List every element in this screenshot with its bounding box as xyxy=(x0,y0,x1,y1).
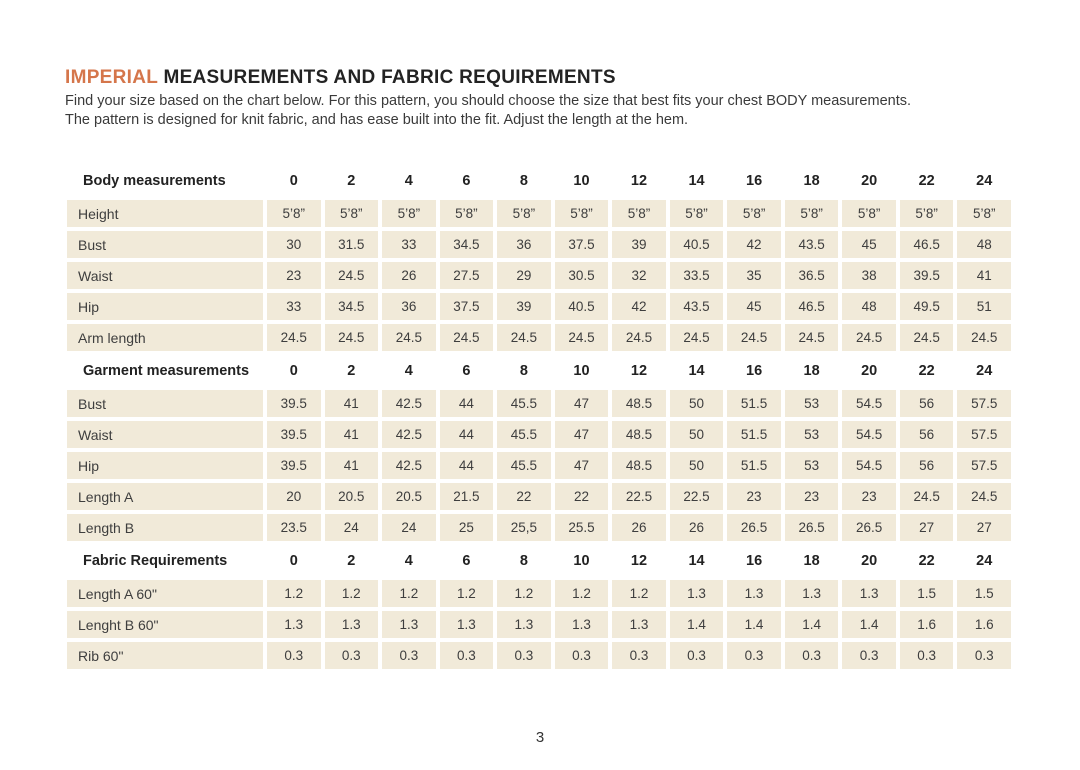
value-cell: 27.5 xyxy=(440,262,494,289)
value-cell: 40.5 xyxy=(670,231,724,258)
value-cell: 21.5 xyxy=(440,483,494,510)
value-cell: 22 xyxy=(497,483,551,510)
value-cell: 42.5 xyxy=(382,421,436,448)
size-header-cell: 14 xyxy=(688,552,705,569)
size-header-cell: 8 xyxy=(519,552,528,569)
value-cell: 5’8” xyxy=(612,200,666,227)
value-cell: 1.3 xyxy=(670,580,724,607)
value-cell: 50 xyxy=(670,452,724,479)
value-cell: 37.5 xyxy=(440,293,494,320)
value-cell: 44 xyxy=(440,452,494,479)
value-cell: 0.3 xyxy=(267,642,321,669)
value-cell: 49.5 xyxy=(900,293,954,320)
size-header-cell: 16 xyxy=(746,172,763,189)
value-cell: 24.5 xyxy=(497,324,551,351)
size-header-cell: 12 xyxy=(630,362,648,379)
value-cell: 54.5 xyxy=(842,390,896,417)
value-cell: 5’8” xyxy=(440,200,494,227)
size-header-cell: 2 xyxy=(347,362,356,379)
value-cell: 1.2 xyxy=(382,580,436,607)
row-label: Waist xyxy=(67,262,263,289)
row-label: Waist xyxy=(67,421,263,448)
value-cell: 53 xyxy=(785,390,839,417)
value-cell: 40.5 xyxy=(555,293,609,320)
value-cell: 26 xyxy=(382,262,436,289)
value-cell: 44 xyxy=(440,421,494,448)
size-header-cell: 16 xyxy=(746,552,763,569)
value-cell: 24.5 xyxy=(382,324,436,351)
value-cell: 25,5 xyxy=(497,514,551,541)
size-header-cell: 20 xyxy=(861,362,878,379)
size-header-cell: 8 xyxy=(519,172,528,189)
value-cell: 1.5 xyxy=(957,580,1011,607)
value-cell: 36 xyxy=(497,231,551,258)
value-cell: 35 xyxy=(727,262,781,289)
value-cell: 23 xyxy=(842,483,896,510)
value-cell: 39.5 xyxy=(267,390,321,417)
value-cell: 43.5 xyxy=(785,231,839,258)
row-label: Length A 60" xyxy=(67,580,263,607)
value-cell: 24.5 xyxy=(900,483,954,510)
page-number: 3 xyxy=(535,729,545,746)
value-cell: 5’8” xyxy=(670,200,724,227)
value-cell: 47 xyxy=(555,421,609,448)
value-cell: 20.5 xyxy=(325,483,379,510)
value-cell: 1.5 xyxy=(900,580,954,607)
row-label: Lenght B 60" xyxy=(67,611,263,638)
size-header-cell: 18 xyxy=(803,172,820,189)
value-cell: 38 xyxy=(842,262,896,289)
value-cell: 45 xyxy=(842,231,896,258)
value-cell: 39.5 xyxy=(267,452,321,479)
value-cell: 56 xyxy=(900,390,954,417)
value-cell: 5’8” xyxy=(325,200,379,227)
value-cell: 31.5 xyxy=(325,231,379,258)
value-cell: 46.5 xyxy=(785,293,839,320)
size-header-cell: 6 xyxy=(462,362,471,379)
value-cell: 1.2 xyxy=(267,580,321,607)
value-cell: 24.5 xyxy=(325,324,379,351)
value-cell: 46.5 xyxy=(900,231,954,258)
value-cell: 22.5 xyxy=(670,483,724,510)
value-cell: 26.5 xyxy=(785,514,839,541)
value-cell: 1.4 xyxy=(842,611,896,638)
value-cell: 24.5 xyxy=(440,324,494,351)
intro-paragraph xyxy=(65,92,1015,130)
value-cell: 23.5 xyxy=(267,514,321,541)
size-header-cell: 14 xyxy=(688,362,705,379)
value-cell: 0.3 xyxy=(842,642,896,669)
section-header-label: Body measurements xyxy=(83,172,226,189)
value-cell: 41 xyxy=(325,421,379,448)
value-cell: 43.5 xyxy=(670,293,724,320)
value-cell: 48.5 xyxy=(612,390,666,417)
value-cell: 1.3 xyxy=(555,611,609,638)
page-title-accent: IMPERIAL xyxy=(65,67,158,88)
value-cell: 26 xyxy=(670,514,724,541)
value-cell: 29 xyxy=(497,262,551,289)
value-cell: 34.5 xyxy=(325,293,379,320)
value-cell: 33 xyxy=(267,293,321,320)
value-cell: 0.3 xyxy=(325,642,379,669)
value-cell: 24.5 xyxy=(555,324,609,351)
value-cell: 39.5 xyxy=(900,262,954,289)
value-cell: 0.3 xyxy=(497,642,551,669)
value-cell: 47 xyxy=(555,452,609,479)
value-cell: 22.5 xyxy=(612,483,666,510)
value-cell: 33.5 xyxy=(670,262,724,289)
size-header-cell: 6 xyxy=(462,552,471,569)
row-label: Bust xyxy=(67,231,263,258)
value-cell: 57.5 xyxy=(957,421,1011,448)
size-header-cell: 22 xyxy=(918,362,935,379)
value-cell: 45.5 xyxy=(497,452,551,479)
value-cell: 53 xyxy=(785,421,839,448)
measurement-table xyxy=(67,165,1011,669)
size-header-cell: 24 xyxy=(976,362,993,379)
row-label: Bust xyxy=(67,390,263,417)
value-cell: 56 xyxy=(900,421,954,448)
value-cell: 41 xyxy=(325,390,379,417)
value-cell: 24.5 xyxy=(957,324,1011,351)
size-header-cell: 0 xyxy=(289,362,298,379)
value-cell: 26.5 xyxy=(727,514,781,541)
value-cell: 1.3 xyxy=(382,611,436,638)
value-cell: 48.5 xyxy=(612,421,666,448)
value-cell: 42 xyxy=(612,293,666,320)
size-header-cell: 0 xyxy=(289,172,298,189)
size-header-cell: 14 xyxy=(688,172,705,189)
value-cell: 5’8” xyxy=(382,200,436,227)
section-header-label: Fabric Requirements xyxy=(83,552,228,569)
value-cell: 47 xyxy=(555,390,609,417)
value-cell: 24.5 xyxy=(957,483,1011,510)
row-label: Arm length xyxy=(67,324,263,351)
value-cell: 1.2 xyxy=(440,580,494,607)
value-cell: 0.3 xyxy=(612,642,666,669)
size-header-cell: 6 xyxy=(462,172,471,189)
value-cell: 0.3 xyxy=(670,642,724,669)
size-header-cell: 12 xyxy=(630,552,648,569)
value-cell: 32 xyxy=(612,262,666,289)
value-cell: 5’8” xyxy=(267,200,321,227)
value-cell: 1.6 xyxy=(957,611,1011,638)
section-header-label: Garment measurements xyxy=(83,362,250,379)
value-cell: 50 xyxy=(670,390,724,417)
page-title xyxy=(65,67,616,89)
value-cell: 20 xyxy=(267,483,321,510)
value-cell: 39.5 xyxy=(267,421,321,448)
value-cell: 5’8” xyxy=(727,200,781,227)
value-cell: 24 xyxy=(382,514,436,541)
size-header-cell: 20 xyxy=(861,552,878,569)
value-cell: 44 xyxy=(440,390,494,417)
size-header-cell: 2 xyxy=(347,552,356,569)
value-cell: 51.5 xyxy=(727,421,781,448)
value-cell: 24 xyxy=(325,514,379,541)
value-cell: 37.5 xyxy=(555,231,609,258)
value-cell: 1.4 xyxy=(670,611,724,638)
value-cell: 1.3 xyxy=(785,580,839,607)
value-cell: 1.3 xyxy=(440,611,494,638)
size-header-cell: 2 xyxy=(347,172,356,189)
size-header-cell: 0 xyxy=(289,552,298,569)
value-cell: 1.2 xyxy=(612,580,666,607)
value-cell: 33 xyxy=(382,231,436,258)
value-cell: 34.5 xyxy=(440,231,494,258)
row-label: Rib 60" xyxy=(67,642,263,669)
value-cell: 1.3 xyxy=(612,611,666,638)
size-header-cell: 10 xyxy=(573,552,590,569)
size-header-cell: 16 xyxy=(746,362,763,379)
size-header-cell: 12 xyxy=(630,172,648,189)
value-cell: 0.3 xyxy=(785,642,839,669)
value-cell: 5’8” xyxy=(900,200,954,227)
value-cell: 57.5 xyxy=(957,452,1011,479)
value-cell: 23 xyxy=(267,262,321,289)
value-cell: 48 xyxy=(957,231,1011,258)
value-cell: 39 xyxy=(612,231,666,258)
intro-line-1: Find your size based on the chart below. For this pattern, you should choose the size that best fits your chest BODY measurements. xyxy=(65,93,912,109)
value-cell: 53 xyxy=(785,452,839,479)
row-label: Length B xyxy=(67,514,263,541)
row-label: Length A xyxy=(67,483,263,510)
value-cell: 24.5 xyxy=(727,324,781,351)
size-header-cell: 10 xyxy=(573,362,590,379)
size-header-cell: 10 xyxy=(573,172,590,189)
value-cell: 36.5 xyxy=(785,262,839,289)
size-header-cell: 4 xyxy=(404,362,413,379)
value-cell: 26 xyxy=(612,514,666,541)
value-cell: 27 xyxy=(957,514,1011,541)
value-cell: 54.5 xyxy=(842,452,896,479)
value-cell: 1.4 xyxy=(785,611,839,638)
value-cell: 50 xyxy=(670,421,724,448)
value-cell: 23 xyxy=(785,483,839,510)
row-label: Hip xyxy=(67,452,263,479)
value-cell: 5’8” xyxy=(957,200,1011,227)
value-cell: 5’8” xyxy=(842,200,896,227)
size-header-cell: 22 xyxy=(918,552,935,569)
size-header-cell: 20 xyxy=(861,172,878,189)
value-cell: 24.5 xyxy=(785,324,839,351)
size-header-cell: 4 xyxy=(404,172,413,189)
value-cell: 1.2 xyxy=(325,580,379,607)
value-cell: 45.5 xyxy=(497,390,551,417)
value-cell: 5’8” xyxy=(555,200,609,227)
value-cell: 51.5 xyxy=(727,390,781,417)
value-cell: 1.6 xyxy=(900,611,954,638)
value-cell: 1.3 xyxy=(267,611,321,638)
value-cell: 1.2 xyxy=(497,580,551,607)
value-cell: 25 xyxy=(440,514,494,541)
value-cell: 24.5 xyxy=(670,324,724,351)
value-cell: 42.5 xyxy=(382,390,436,417)
size-header-cell: 18 xyxy=(803,552,820,569)
value-cell: 22 xyxy=(555,483,609,510)
value-cell: 30.5 xyxy=(555,262,609,289)
intro-line-2: The pattern is designed for knit fabric, and has ease built into the fit. Adjust the length at the hem. xyxy=(65,112,689,128)
value-cell: 24.5 xyxy=(842,324,896,351)
value-cell: 1.3 xyxy=(727,580,781,607)
size-header-cell: 24 xyxy=(976,552,993,569)
value-cell: 24.5 xyxy=(267,324,321,351)
value-cell: 41 xyxy=(325,452,379,479)
value-cell: 0.3 xyxy=(440,642,494,669)
page-title-rest: MEASUREMENTS AND FABRIC REQUIREMENTS xyxy=(163,67,616,88)
value-cell: 1.3 xyxy=(325,611,379,638)
value-cell: 45 xyxy=(727,293,781,320)
value-cell: 1.4 xyxy=(727,611,781,638)
value-cell: 51 xyxy=(957,293,1011,320)
size-header-cell: 24 xyxy=(976,172,993,189)
value-cell: 0.3 xyxy=(957,642,1011,669)
value-cell: 1.3 xyxy=(497,611,551,638)
value-cell: 0.3 xyxy=(727,642,781,669)
value-cell: 30 xyxy=(267,231,321,258)
value-cell: 26.5 xyxy=(842,514,896,541)
size-header-cell: 4 xyxy=(404,552,413,569)
value-cell: 48 xyxy=(842,293,896,320)
value-cell: 39 xyxy=(497,293,551,320)
value-cell: 20.5 xyxy=(382,483,436,510)
value-cell: 56 xyxy=(900,452,954,479)
value-cell: 41 xyxy=(957,262,1011,289)
row-label: Hip xyxy=(67,293,263,320)
value-cell: 42 xyxy=(727,231,781,258)
value-cell: 0.3 xyxy=(382,642,436,669)
value-cell: 1.3 xyxy=(842,580,896,607)
row-label: Height xyxy=(67,200,263,227)
value-cell: 48.5 xyxy=(612,452,666,479)
value-cell: 5’8” xyxy=(497,200,551,227)
value-cell: 42.5 xyxy=(382,452,436,479)
value-cell: 0.3 xyxy=(900,642,954,669)
size-header-cell: 22 xyxy=(918,172,935,189)
value-cell: 57.5 xyxy=(957,390,1011,417)
value-cell: 0.3 xyxy=(555,642,609,669)
value-cell: 1.2 xyxy=(555,580,609,607)
value-cell: 24.5 xyxy=(325,262,379,289)
value-cell: 51.5 xyxy=(727,452,781,479)
size-header-cell: 8 xyxy=(519,362,528,379)
value-cell: 25.5 xyxy=(555,514,609,541)
value-cell: 27 xyxy=(900,514,954,541)
value-cell: 24.5 xyxy=(900,324,954,351)
value-cell: 23 xyxy=(727,483,781,510)
size-header-cell: 18 xyxy=(803,362,820,379)
value-cell: 24.5 xyxy=(612,324,666,351)
value-cell: 5’8” xyxy=(785,200,839,227)
value-cell: 36 xyxy=(382,293,436,320)
value-cell: 54.5 xyxy=(842,421,896,448)
value-cell: 45.5 xyxy=(497,421,551,448)
